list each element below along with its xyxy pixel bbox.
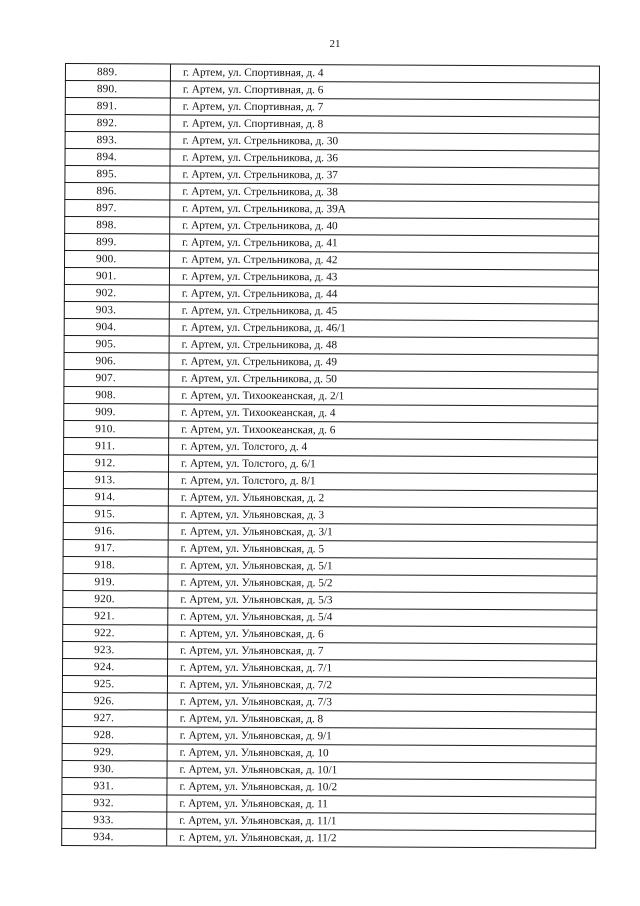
address-cell: г. Артем, ул. Стрельникова, д. 44 [169, 285, 598, 304]
row-number-cell: 909. [64, 403, 169, 421]
row-number-cell: 901. [64, 268, 169, 286]
row-number-cell: 914. [63, 488, 168, 506]
address-cell: г. Артем, ул. Стрельникова, д. 48 [169, 336, 598, 355]
address-cell: г. Артем, ул. Стрельникова, д. 43 [169, 268, 598, 287]
address-cell: г. Артем, ул. Стрельникова, д. 45 [169, 302, 598, 321]
row-number-cell: 907. [64, 369, 169, 387]
row-number-cell: 895. [65, 166, 170, 184]
address-cell: г. Артем, ул. Стрельникова, д. 39А [170, 200, 599, 219]
row-number-cell: 898. [65, 217, 170, 235]
address-cell: г. Артем, ул. Стрельникова, д. 50 [169, 370, 598, 389]
address-cell: г. Артем, ул. Ульяновская, д. 7 [168, 642, 597, 661]
row-number-cell: 913. [63, 471, 168, 489]
row-number-cell: 919. [63, 573, 168, 591]
row-number-cell: 904. [64, 318, 169, 336]
row-number-cell: 906. [64, 352, 169, 370]
address-cell: г. Артем, ул. Ульяновская, д. 10 [167, 744, 596, 763]
row-number-cell: 911. [64, 437, 169, 455]
row-number-cell: 889. [65, 64, 170, 82]
address-cell: г. Артем, ул. Ульяновская, д. 2 [168, 489, 597, 508]
row-number-cell: 896. [65, 183, 170, 201]
address-table-wrapper [61, 63, 599, 849]
row-number-cell: 917. [63, 539, 168, 557]
row-number-cell: 926. [62, 692, 167, 710]
address-cell: г. Артем, ул. Ульяновская, д. 7/2 [167, 676, 596, 695]
row-number-cell: 905. [64, 335, 169, 353]
row-number-cell: 931. [62, 777, 167, 795]
row-number-cell: 930. [62, 760, 167, 778]
address-cell: г. Артем, ул. Ульяновская, д. 5/3 [168, 591, 597, 610]
row-number-cell: 916. [63, 522, 168, 540]
row-number-cell: 890. [65, 81, 170, 99]
address-cell: г. Артем, ул. Ульяновская, д. 7/3 [167, 693, 596, 712]
row-number-cell: 920. [63, 590, 168, 608]
address-cell: г. Артем, ул. Спортивная, д. 8 [170, 115, 599, 134]
row-number-cell: 921. [63, 607, 168, 625]
row-number-cell: 922. [63, 624, 168, 642]
address-cell: г. Артем, ул. Ульяновская, д. 11 [167, 795, 596, 814]
address-cell: г. Артем, ул. Спортивная, д. 7 [170, 98, 599, 117]
address-cell: г. Артем, ул. Толстого, д. 8/1 [168, 472, 597, 491]
address-cell: г. Артем, ул. Тихоокеанская, д. 2/1 [169, 387, 598, 406]
row-number-cell: 910. [64, 420, 169, 438]
row-number-cell: 908. [64, 386, 169, 404]
address-table [61, 63, 600, 849]
row-number-cell: 903. [64, 301, 169, 319]
row-number-cell: 918. [63, 556, 168, 574]
row-number-cell: 902. [64, 284, 169, 302]
row-number-cell: 915. [63, 505, 168, 523]
address-cell: г. Артем, ул. Ульяновская, д. 5/1 [168, 557, 597, 576]
row-number-cell: 929. [62, 743, 167, 761]
row-number-cell: 932. [62, 794, 167, 812]
address-cell: г. Артем, ул. Стрельникова, д. 40 [170, 217, 599, 236]
address-cell: г. Артем, ул. Ульяновская, д. 5 [168, 540, 597, 559]
page-number: 21 [329, 38, 341, 50]
address-cell: г. Артем, ул. Стрельникова, д. 37 [170, 166, 599, 185]
address-cell: г. Артем, ул. Толстого, д. 6/1 [169, 455, 598, 474]
address-cell: г. Артем, ул. Стрельникова, д. 42 [169, 251, 598, 270]
row-number-cell: 892. [65, 115, 170, 133]
row-number-cell: 923. [63, 641, 168, 659]
address-cell: г. Артем, ул. Спортивная, д. 4 [170, 64, 599, 83]
address-cell: г. Артем, ул. Стрельникова, д. 30 [170, 132, 599, 151]
address-cell: г. Артем, ул. Тихоокеанская, д. 4 [169, 404, 598, 423]
address-cell: г. Артем, ул. Ульяновская, д. 5/2 [168, 574, 597, 593]
table-row [62, 828, 596, 848]
address-cell: г. Артем, ул. Стрельникова, д. 49 [169, 353, 598, 372]
address-cell: г. Артем, ул. Ульяновская, д. 8 [167, 710, 596, 729]
row-number-cell: 934. [62, 828, 167, 846]
address-cell: г. Артем, ул. Тихоокеанская, д. 6 [169, 421, 598, 440]
address-cell: г. Артем, ул. Ульяновская, д. 9/1 [167, 727, 596, 746]
row-number-cell: 925. [62, 675, 167, 693]
address-cell: г. Артем, ул. Ульяновская, д. 7/1 [168, 659, 597, 678]
address-cell: г. Артем, ул. Стрельникова, д. 36 [170, 149, 599, 168]
address-cell: г. Артем, ул. Стрельникова, д. 41 [170, 234, 599, 253]
row-number-cell: 912. [64, 454, 169, 472]
address-cell: г. Артем, ул. Толстого, д. 4 [169, 438, 598, 457]
address-cell: г. Артем, ул. Ульяновская, д. 6 [168, 625, 597, 644]
row-number-cell: 893. [65, 132, 170, 150]
address-cell: г. Артем, ул. Ульяновская, д. 10/1 [167, 761, 596, 780]
address-cell: г. Артем, ул. Спортивная, д. 6 [170, 81, 599, 100]
address-cell: г. Артем, ул. Стрельникова, д. 38 [170, 183, 599, 202]
row-number-cell: 891. [65, 98, 170, 116]
address-cell: г. Артем, ул. Ульяновская, д. 5/4 [168, 608, 597, 627]
address-cell: г. Артем, ул. Ульяновская, д. 10/2 [167, 778, 596, 797]
row-number-cell: 900. [65, 251, 170, 269]
row-number-cell: 928. [62, 726, 167, 744]
address-cell: г. Артем, ул. Ульяновская, д. 3 [168, 506, 597, 525]
address-table-body [62, 64, 600, 849]
address-cell: г. Артем, ул. Стрельникова, д. 46/1 [169, 319, 598, 338]
row-number-cell: 899. [65, 234, 170, 252]
row-number-cell: 933. [62, 811, 167, 829]
address-cell: г. Артем, ул. Ульяновская, д. 11/1 [167, 812, 596, 831]
address-cell: г. Артем, ул. Ульяновская, д. 3/1 [168, 523, 597, 542]
row-number-cell: 897. [65, 200, 170, 218]
row-number-cell: 894. [65, 149, 170, 167]
address-cell: г. Артем, ул. Ульяновская, д. 11/2 [167, 829, 596, 848]
row-number-cell: 924. [63, 658, 168, 676]
row-number-cell: 927. [62, 709, 167, 727]
